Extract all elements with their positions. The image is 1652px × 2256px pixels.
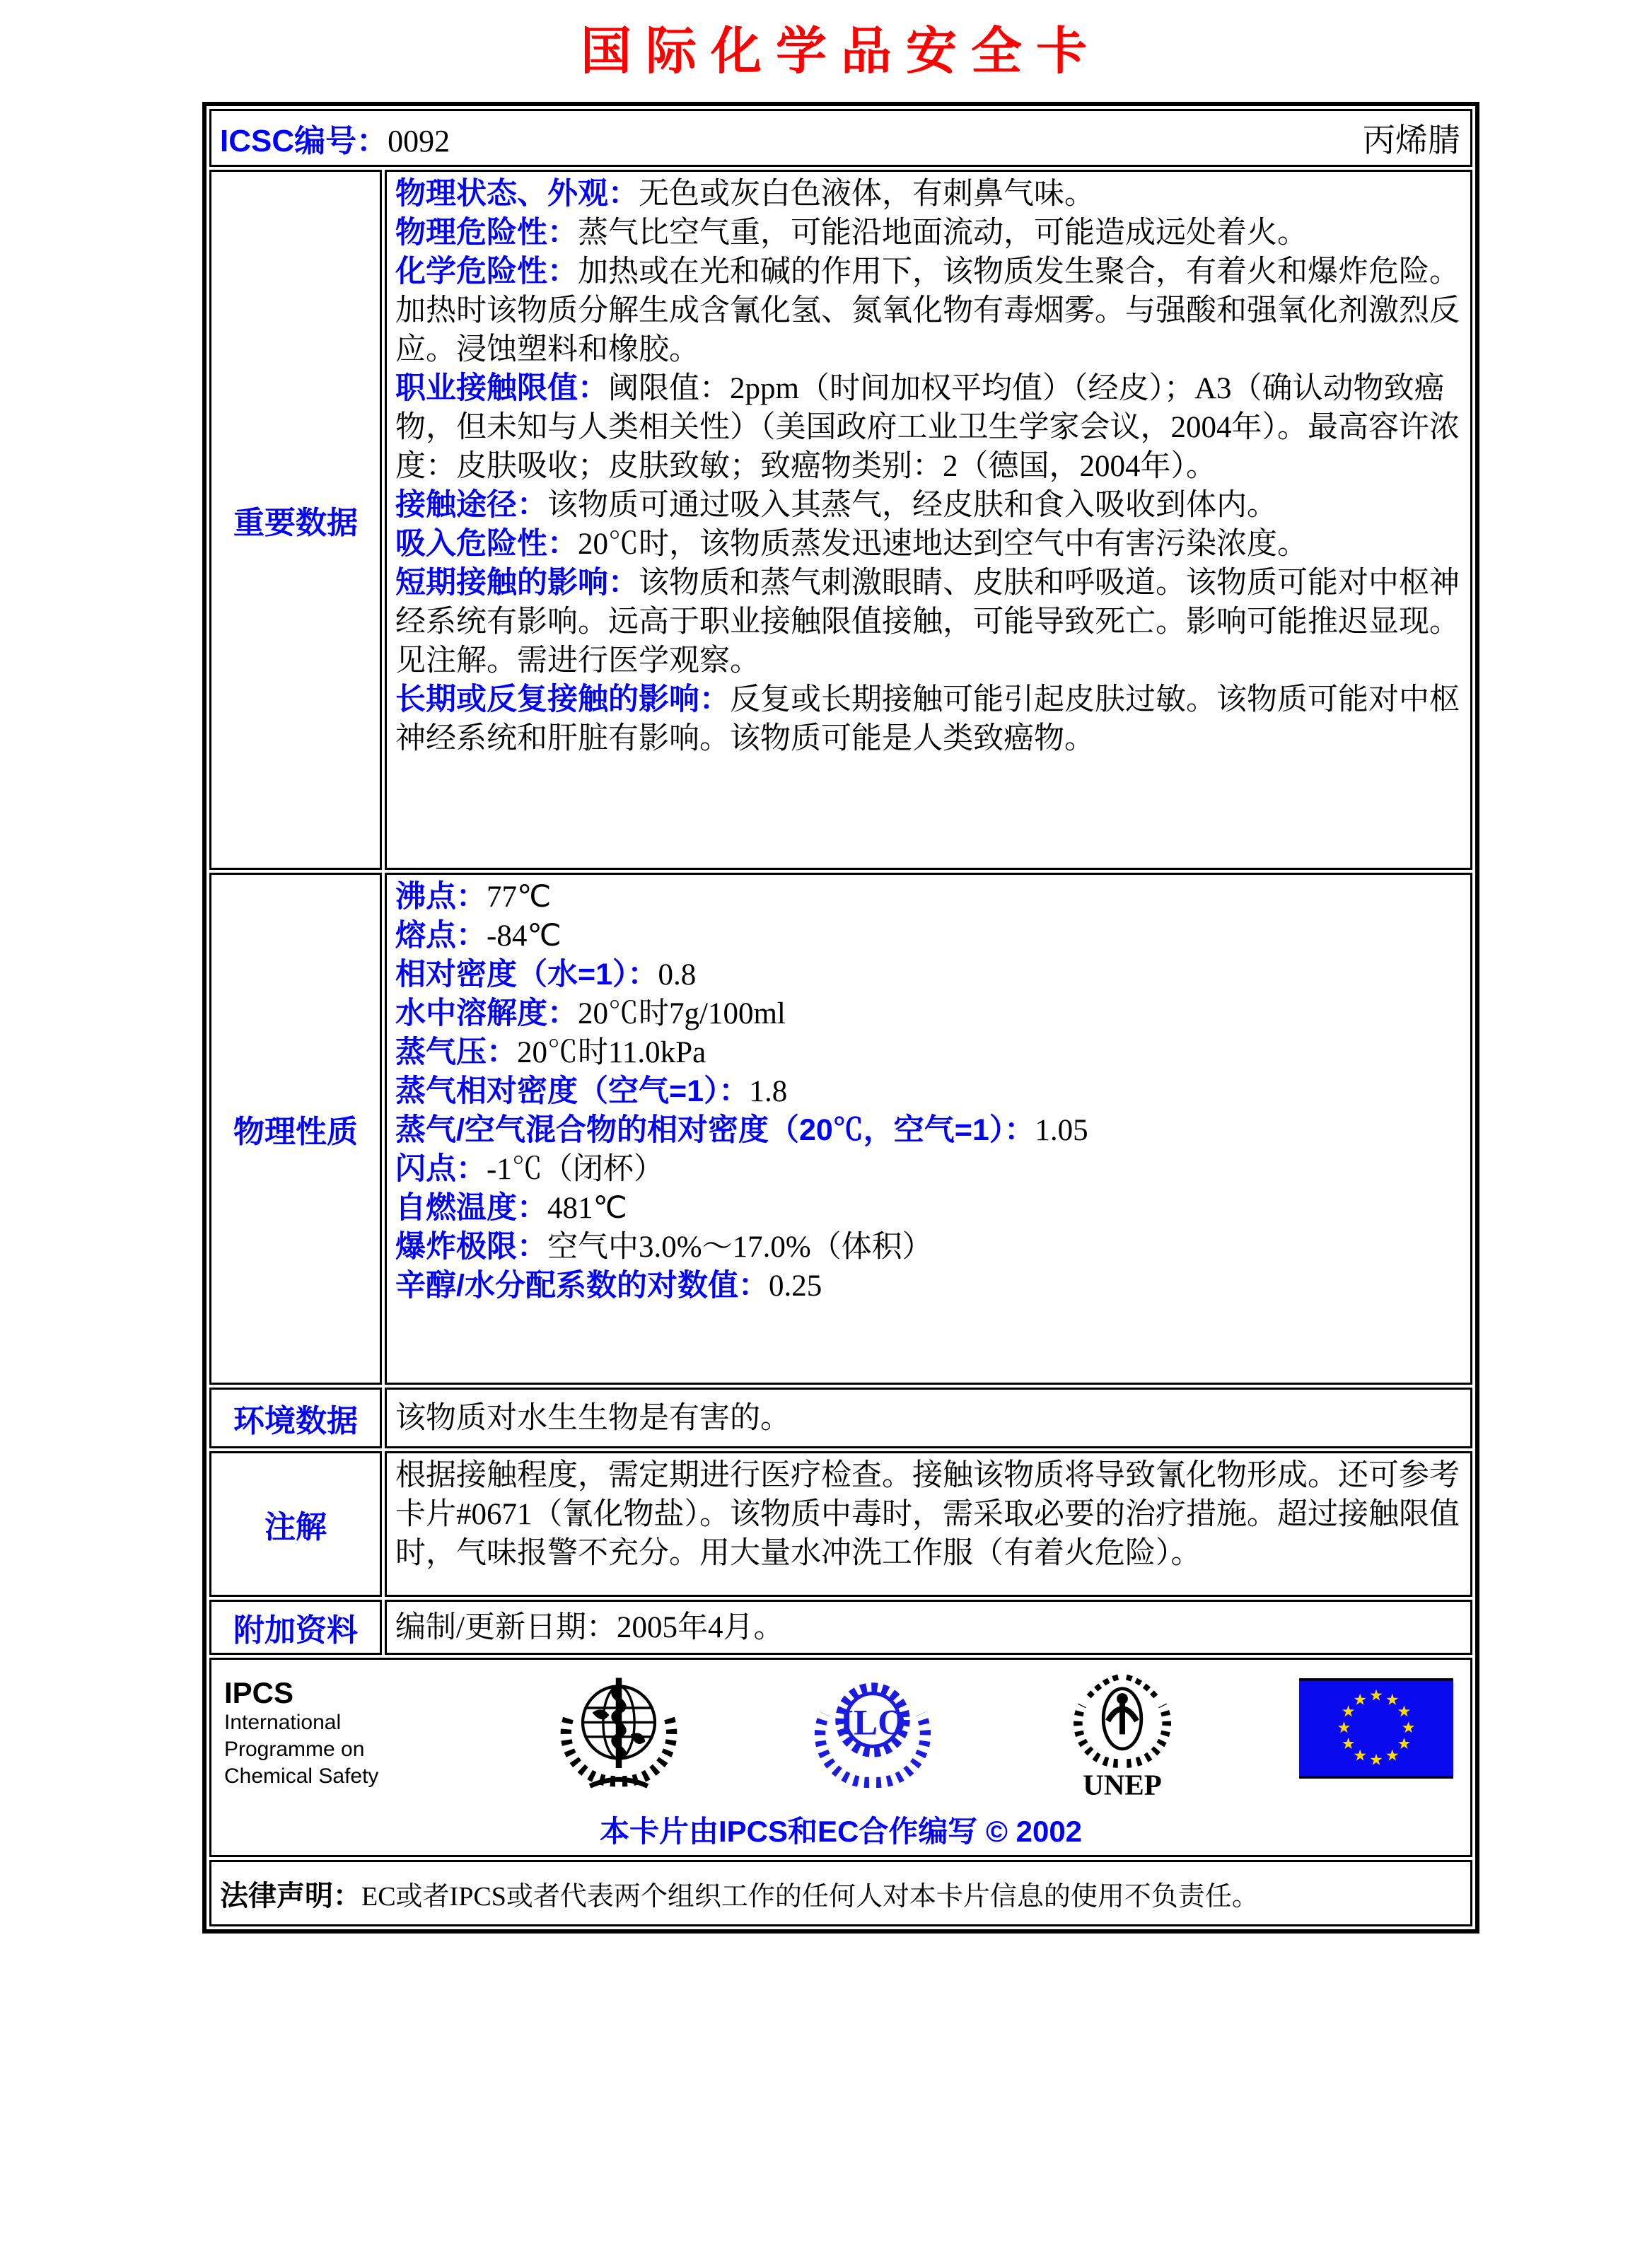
entry-text: 加热或在光和碱的作用下，该物质发生聚合，有着火和爆炸危险。加热时该物质分解生成含氰化氢、氮氧化物有毒烟雾。与强酸和强氧化剂激烈反应。浸蚀塑料和橡胶。 <box>395 255 1460 366</box>
entry-label: 沸点： <box>395 880 487 914</box>
physical-entry <box>395 1033 1462 1072</box>
entry-label: 吸入危险性： <box>395 527 578 561</box>
icsc-number-value: 0092 <box>388 124 450 158</box>
entry-text: 阈限值：2ppm（时间加权平均值）（经皮）；A3（确认动物致癌物，但未知与人类相关性）（美国政府工业卫生学家会议，2004年）。最高容许浓度：皮肤吸收；皮肤致敏；致癌物类别：2（德国，2004年）。 <box>395 372 1460 483</box>
row-label-environment-data: 环境数据 <box>209 1388 382 1448</box>
unep-logo-icon <box>1055 1670 1189 1805</box>
environment-text: 该物质对水生生物是有害的。 <box>395 1401 791 1435</box>
entry-label: 短期接触的影响： <box>395 566 639 600</box>
important-entry <box>395 252 1462 369</box>
entry-text: -84℃ <box>487 919 562 953</box>
legal-cell <box>209 1860 1472 1926</box>
ipcs-abbr: IPCS <box>224 1676 294 1709</box>
row-label-notes: 注解 <box>209 1451 382 1597</box>
entry-label: 自燃温度： <box>395 1191 547 1225</box>
entry-text: 反复或长期接触可能引起皮肤过敏。该物质可能对中枢神经系统和肝脏有影响。该物质可能是人类致癌物。 <box>395 683 1460 755</box>
physical-entry <box>395 1189 1462 1228</box>
important-entry <box>395 486 1462 525</box>
entry-text: 481℃ <box>547 1192 627 1225</box>
entry-text: 该物质可通过吸入其蒸气，经皮肤和食入吸收到体内。 <box>547 489 1277 522</box>
physical-entry <box>395 1150 1462 1189</box>
entry-label: 相对密度（水=1）： <box>395 958 658 992</box>
page-title: 国际化学品安全卡 <box>580 23 1101 80</box>
entry-text: 1.8 <box>749 1075 788 1108</box>
who-logo-icon <box>547 1670 691 1798</box>
eu-flag-icon <box>1299 1678 1453 1782</box>
unep-logo-letters: UNEP <box>1082 1768 1162 1801</box>
entry-text: 20℃时，该物质蒸发迅速地达到空气中有害污染浓度。 <box>578 528 1308 561</box>
important-entry <box>395 369 1462 486</box>
entry-text: 20℃时7g/100ml <box>578 997 786 1030</box>
physical-properties-row <box>209 873 1472 1385</box>
physical-entry <box>395 878 1462 917</box>
footer-caption <box>223 1808 1459 1851</box>
entry-text: 0.8 <box>658 958 697 992</box>
entry-label: 蒸气/空气混合物的相对密度（20℃，空气=1）： <box>395 1113 1035 1147</box>
physical-entry <box>395 1072 1462 1111</box>
legal-text: EC或者IPCS或者代表两个组织工作的任何人对本卡片信息的使用不负责任。 <box>361 1881 1259 1912</box>
icsc-card-table <box>202 102 1479 1934</box>
icsc-card-page <box>202 10 1479 1934</box>
chemical-name: 丙烯腈 <box>1363 122 1460 158</box>
footer-caption-text: 本卡片由IPCS和EC合作编写 <box>599 1815 978 1848</box>
entry-label: 物理状态、外观： <box>395 177 639 211</box>
entry-text: 蒸气比空气重，可能沿地面流动，可能造成远处着火。 <box>578 216 1308 250</box>
ipcs-line: International <box>224 1711 342 1734</box>
additional-info-row <box>209 1600 1472 1655</box>
entry-label: 物理危险性： <box>395 216 578 250</box>
physical-entry <box>395 917 1462 955</box>
notes-content <box>385 1451 1472 1597</box>
important-data-content <box>385 170 1472 870</box>
important-entry <box>395 175 1462 214</box>
environment-data-row <box>209 1388 1472 1448</box>
physical-properties-content <box>385 873 1472 1385</box>
physical-entry <box>395 994 1462 1033</box>
legal-row <box>209 1860 1472 1926</box>
ipcs-line: Programme on <box>224 1738 365 1761</box>
entry-label: 长期或反复接触的影响： <box>395 682 730 716</box>
entry-label: 熔点： <box>395 919 487 953</box>
environment-data-content <box>385 1388 1472 1448</box>
notes-row <box>209 1451 1472 1597</box>
entry-label: 水中溶解度： <box>395 996 578 1030</box>
physical-entry <box>395 955 1462 994</box>
entry-label: 爆炸极限： <box>395 1230 547 1264</box>
row-label-additional-info: 附加资料 <box>209 1600 382 1655</box>
important-entry <box>395 214 1462 252</box>
physical-entry <box>395 1267 1462 1306</box>
entry-label: 闪点： <box>395 1152 487 1186</box>
additional-info-content <box>385 1600 1472 1655</box>
notes-text: 根据接触程度，需定期进行医疗检查。接触该物质将导致氰化物形成。还可参考卡片#0671（氰化物盐）。该物质中毒时，需采取必要的治疗措施。超过接触限值时，气味报警不充分。用大量水冲洗工作服（有着火危险）。 <box>395 1459 1460 1570</box>
row-label-important-data: 重要数据 <box>209 170 382 870</box>
ipcs-line: Chemical Safety <box>224 1764 379 1788</box>
header-cell <box>209 109 1472 167</box>
entry-text: 1.05 <box>1035 1114 1088 1147</box>
header-row <box>209 109 1472 167</box>
logos-cell <box>209 1658 1472 1857</box>
entry-text: 无色或灰白色液体，有刺鼻气味。 <box>639 178 1095 211</box>
footer-copyright: © 2002 <box>985 1815 1083 1848</box>
logo-strip <box>223 1667 1459 1801</box>
entry-label: 辛醇/水分配系数的对数值： <box>395 1269 769 1303</box>
legal-label: 法律声明： <box>220 1880 361 1912</box>
entry-label: 化学危险性： <box>395 255 578 289</box>
entry-text: 77℃ <box>487 880 552 914</box>
entry-text: 0.25 <box>768 1269 822 1303</box>
ilo-logo-letters: ILO <box>839 1703 906 1743</box>
important-entry <box>395 680 1462 758</box>
entry-text: 空气中3.0%～17.0%（体积） <box>547 1231 933 1264</box>
entry-label: 职业接触限值： <box>395 371 608 405</box>
icsc-number-label: ICSC编号： <box>220 124 388 158</box>
entry-text: -1℃（闭杯） <box>487 1153 664 1186</box>
entry-label: 蒸气相对密度（空气=1）： <box>395 1074 750 1108</box>
entry-label: 蒸气压： <box>395 1035 517 1069</box>
logos-row <box>209 1658 1472 1857</box>
entry-label: 接触途径： <box>395 488 547 522</box>
physical-entry <box>395 1228 1462 1267</box>
icsc-number-group <box>220 115 450 161</box>
physical-entry <box>395 1111 1462 1150</box>
entry-text: 20℃时11.0kPa <box>517 1036 706 1069</box>
ilo-logo-icon <box>801 1670 945 1798</box>
important-entry <box>395 564 1462 680</box>
important-entry <box>395 525 1462 564</box>
entry-text: 该物质和蒸气刺激眼睛、皮肤和呼吸道。该物质可能对中枢神经系统有影响。远高于职业接触限值接触，可能导致死亡。影响可能推迟显现。见注解。需进行医学观察。 <box>395 566 1460 678</box>
row-label-physical-properties: 物理性质 <box>209 873 382 1385</box>
important-data-row <box>209 170 1472 870</box>
ipcs-text-block <box>224 1670 436 1790</box>
additional-info-text: 编制/更新日期：2005年4月。 <box>395 1610 784 1644</box>
